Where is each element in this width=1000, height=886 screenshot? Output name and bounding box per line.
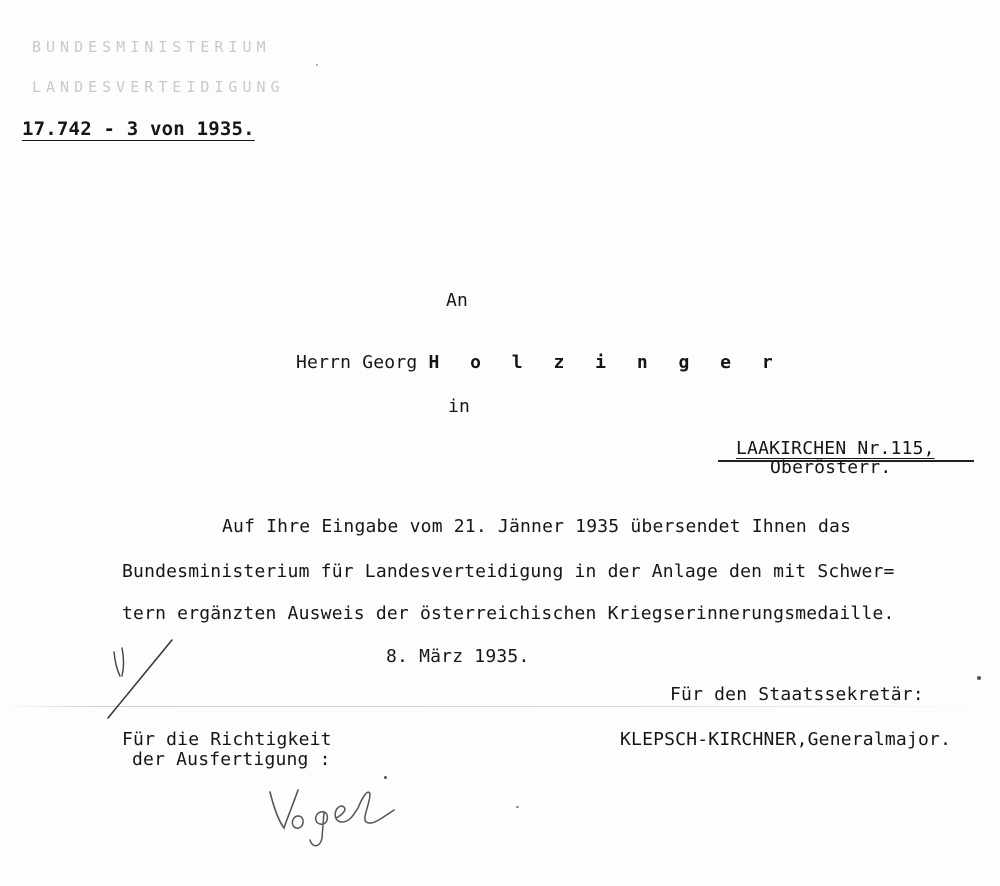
address-salutation: An — [446, 290, 469, 311]
ink-speck — [977, 676, 981, 680]
handwritten-signature — [258, 778, 408, 858]
letterhead-line-2: LANDESVERTEIDIGUNG — [32, 78, 285, 96]
signature-for-line: Für den Staatssekretär: — [670, 684, 924, 705]
destination-place: LAAKIRCHEN Nr.115, — [736, 438, 935, 459]
ink-speck — [516, 806, 519, 808]
body-line-2: Bundesministerium für Landesverteidigung in der Anlage den mit Schwer= — [122, 561, 895, 582]
recipient-line — [296, 352, 783, 373]
body-line-3: tern ergänzten Ausweis der österreichischen Kriegserinnerungsmedaille. — [122, 603, 895, 624]
reference-number: 17.742 - 3 von 1935. — [22, 118, 255, 140]
recipient-prefix: Herrn Georg — [296, 352, 418, 373]
certification-line-2: der Ausfertigung : — [132, 749, 331, 770]
body-line-1: Auf Ihre Eingabe vom 21. Jänner 1935 übersendet Ihnen das — [222, 516, 852, 537]
certification-line-1: Für die Richtigkeit — [122, 729, 332, 750]
ink-speck — [316, 64, 318, 66]
letter-date: 8. März 1935. — [386, 646, 530, 667]
signer-name: KLEPSCH-KIRCHNER,Generalmajor. — [620, 729, 952, 750]
recipient-surname: H o l z i n g e r — [428, 352, 783, 373]
ink-speck — [384, 776, 387, 779]
address-preposition: in — [448, 396, 471, 417]
handwritten-initial-mark — [100, 632, 190, 722]
letterhead-line-1: BUNDESMINISTERIUM — [32, 38, 271, 56]
destination-region: Oberösterr. — [770, 457, 892, 478]
